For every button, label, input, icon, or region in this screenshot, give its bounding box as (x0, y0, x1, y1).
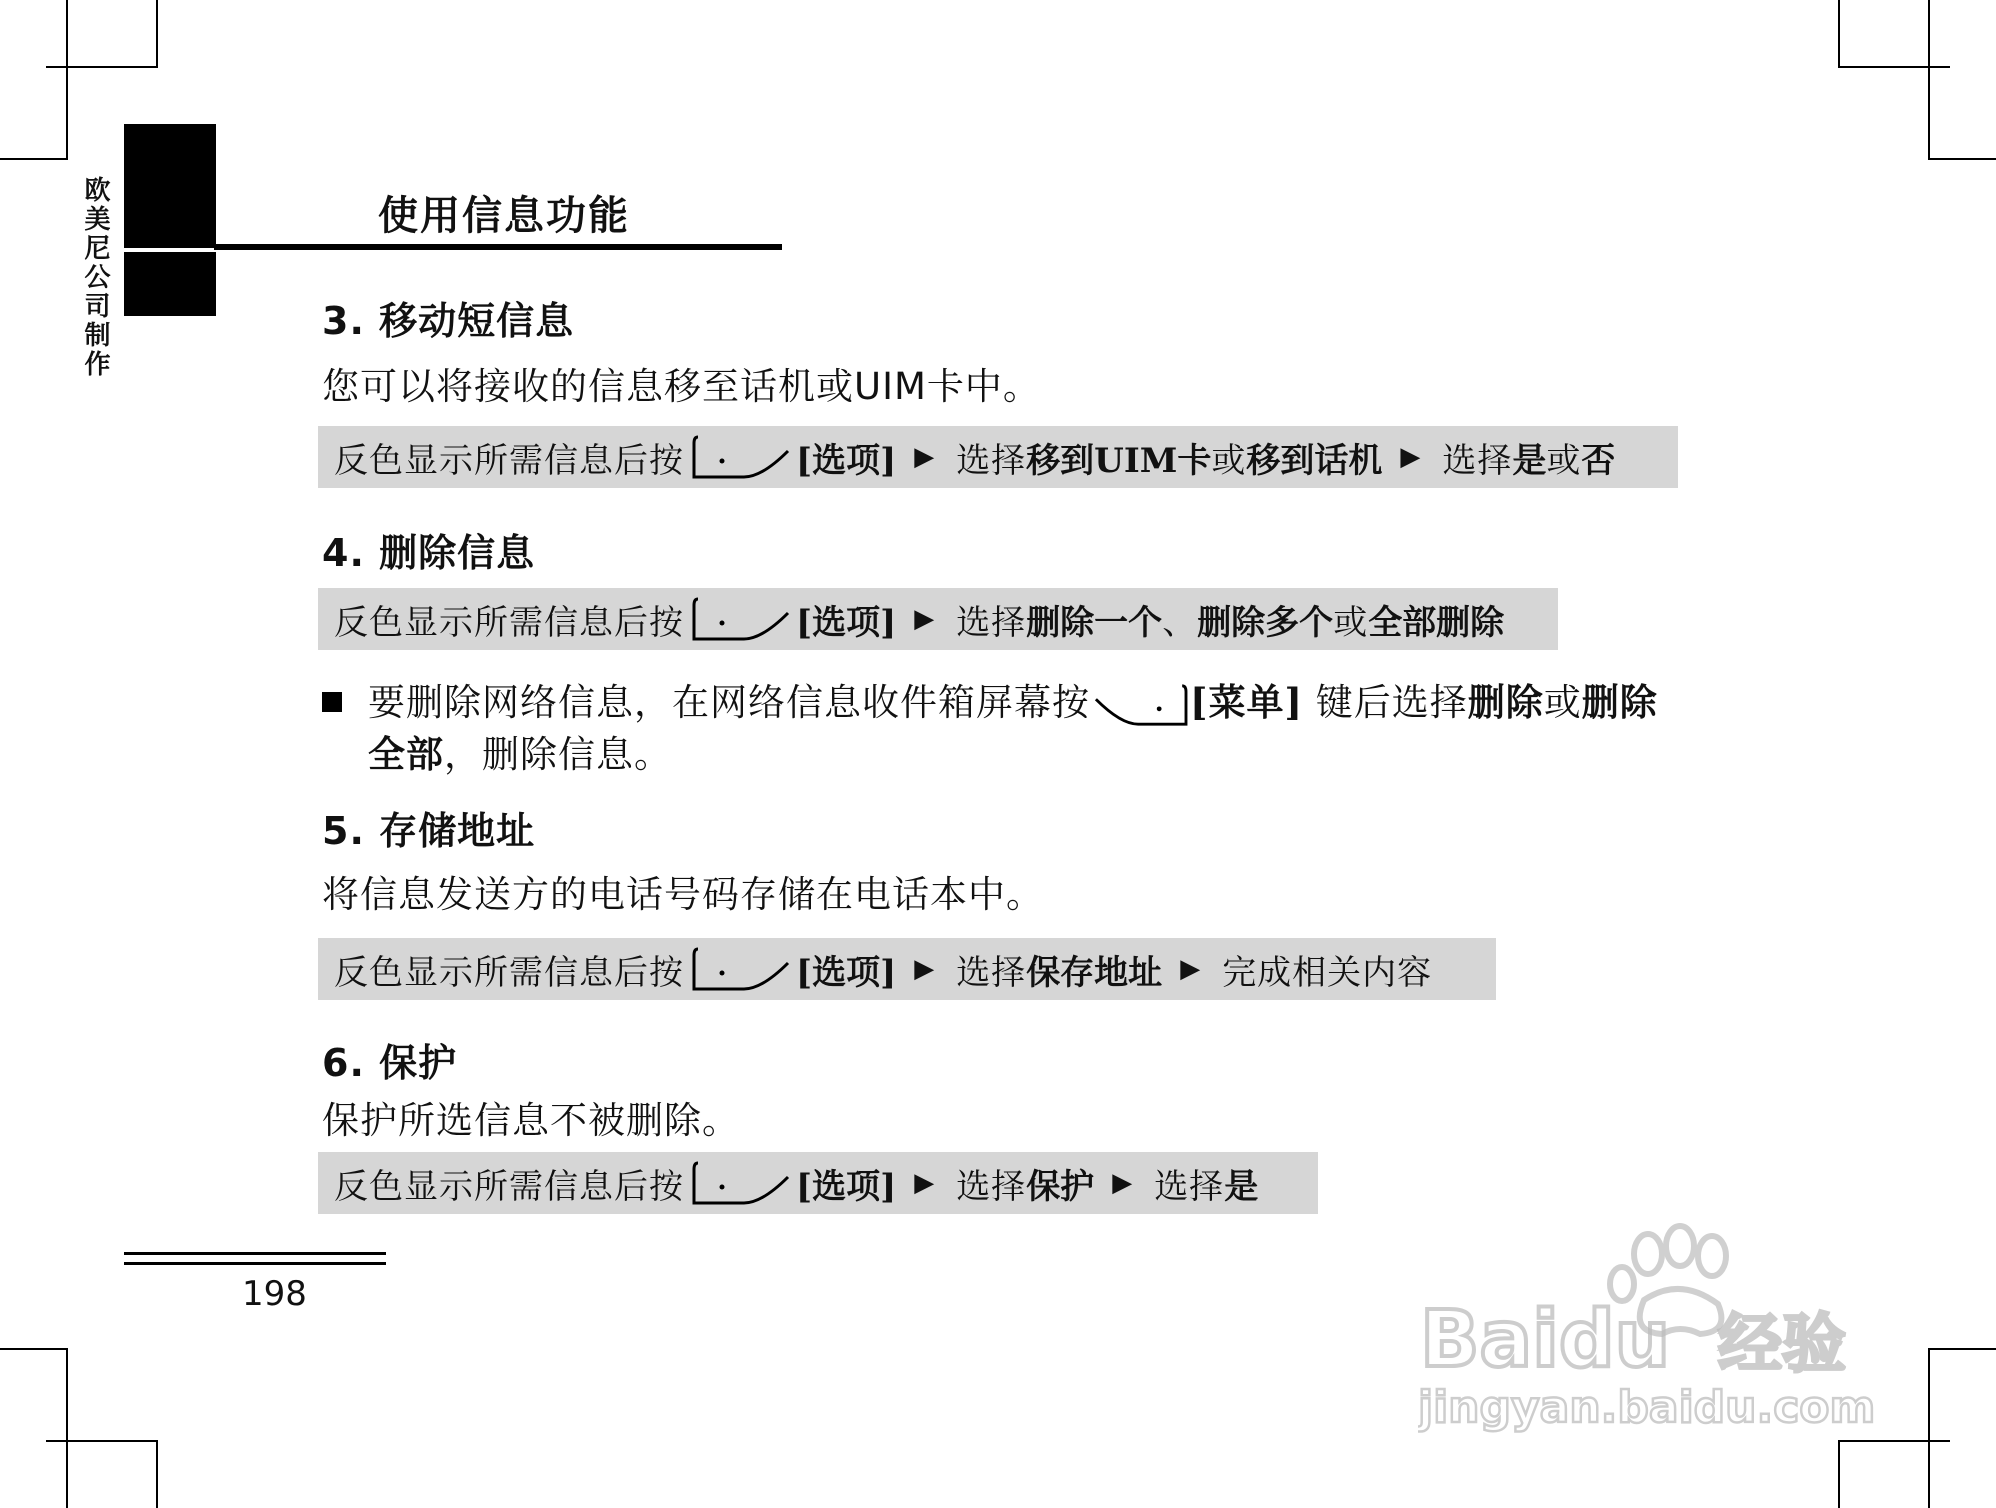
menu-option-delete-all-part2: 全部 (368, 732, 444, 776)
section-heading-save-address: 5. 存储地址 (322, 809, 536, 853)
procedure-step-text: 完成相关内容 (1222, 952, 1433, 993)
crop-mark (0, 1348, 68, 1350)
procedure-move (318, 426, 1678, 488)
menu-option-delete: 删除 (1467, 680, 1544, 724)
footer-rule (124, 1262, 386, 1265)
softkey-right-icon (692, 1159, 792, 1207)
procedure-prefix: 反色显示所需信息后按 (334, 440, 684, 481)
menu-option-no: 否 (1581, 440, 1616, 481)
options-key-label: [选项] (796, 602, 897, 643)
note-text: 或 (1543, 681, 1582, 724)
note-text: 键后选择 (1303, 681, 1468, 724)
crop-mark (1928, 0, 1930, 160)
crop-mark (0, 158, 68, 160)
menu-option-yes: 是 (1224, 1166, 1259, 1207)
crop-mark (66, 0, 68, 160)
menu-option-delete-multiple: 删除多个 (1197, 602, 1334, 643)
procedure-save-address (318, 938, 1496, 1000)
options-key-label: [选项] (796, 1166, 897, 1207)
procedure-step-text: 、 (1162, 602, 1198, 643)
procedure-protect (318, 1152, 1318, 1214)
options-key-label: [选项] (796, 952, 897, 993)
softkey-right-icon (692, 945, 792, 993)
note-text: ，删除信息。 (444, 733, 672, 776)
baidu-jingyan-watermark (1418, 1216, 1888, 1436)
arrow-right-icon: ▶ (914, 442, 935, 472)
watermark-url: jingyan.baidu.com (1418, 1382, 1876, 1433)
menu-option-save-address: 保存地址 (1026, 952, 1163, 993)
crop-mark (66, 1348, 68, 1508)
procedure-step-text: 选择 (1154, 1166, 1225, 1207)
arrow-right-icon: ▶ (1112, 1168, 1133, 1198)
crop-mark (1838, 1440, 1840, 1508)
menu-key-label: [菜单] (1190, 680, 1304, 724)
watermark-brand-cn: 经验 (1718, 1308, 1846, 1382)
procedure-step-text: 选择 (956, 440, 1027, 481)
procedure-prefix: 反色显示所需信息后按 (334, 1166, 684, 1207)
arrow-right-icon: ▶ (1180, 954, 1201, 984)
bullet-square-icon (322, 692, 342, 712)
menu-option-move-phone: 移到话机 (1246, 440, 1383, 481)
crop-mark (1838, 1440, 1950, 1442)
note-line (368, 728, 672, 781)
procedure-prefix: 反色显示所需信息后按 (334, 952, 684, 993)
section-description-move: 您可以将接收的信息移至话机或UIM卡中。 (322, 365, 1041, 408)
crop-mark (156, 0, 158, 68)
softkey-left-icon (1092, 682, 1188, 728)
section-heading-delete: 4. 删除信息 (322, 531, 536, 575)
section-description-save-address: 将信息发送方的电话号码存储在电话本中。 (322, 873, 1044, 916)
arrow-right-icon: ▶ (914, 954, 935, 984)
crop-mark (1838, 66, 1950, 68)
crop-mark (46, 66, 158, 68)
menu-option-yes: 是 (1512, 440, 1547, 481)
procedure-step-text: 选择 (956, 952, 1027, 993)
crop-mark (156, 1440, 158, 1508)
chapter-tab-lower (124, 252, 216, 316)
menu-option-protect: 保护 (1026, 1166, 1095, 1207)
section-description-protect: 保护所选信息不被删除。 (322, 1099, 740, 1142)
procedure-step-text: 或 (1333, 602, 1369, 643)
section-heading-protect: 6. 保护 (322, 1041, 458, 1085)
procedure-step-text: 选择 (956, 1166, 1027, 1207)
procedure-prefix: 反色显示所需信息后按 (334, 602, 684, 643)
softkey-right-icon (692, 595, 792, 643)
menu-option-delete-one: 删除一个 (1026, 602, 1163, 643)
section-heading-move: 3. 移动短信息 (322, 299, 575, 343)
menu-option-move-uim: 移到UIM卡 (1026, 440, 1212, 481)
procedure-step-text: 或 (1211, 440, 1247, 481)
arrow-right-icon: ▶ (914, 604, 935, 634)
procedure-step-text: 或 (1546, 440, 1582, 481)
title-rule (214, 244, 782, 250)
arrow-right-icon: ▶ (914, 1168, 935, 1198)
crop-mark (1928, 158, 1996, 160)
procedure-step-text: 选择 (1442, 440, 1513, 481)
footer-rule (124, 1252, 386, 1255)
options-key-label: [选项] (796, 440, 897, 481)
crop-mark (46, 1440, 158, 1442)
chapter-tab-upper (124, 124, 216, 248)
page-title: 使用信息功能 (378, 193, 630, 239)
softkey-right-icon (692, 433, 792, 481)
note-text: 要删除网络信息，在网络信息收件箱屏幕按 (368, 681, 1090, 724)
menu-option-delete-all: 全部删除 (1368, 602, 1505, 643)
crop-mark (1928, 1348, 1930, 1508)
procedure-step-text: 选择 (956, 602, 1027, 643)
procedure-delete (318, 588, 1558, 650)
crop-mark (1838, 0, 1840, 68)
side-vertical-label: 欧美尼公司制作 (80, 176, 110, 379)
watermark-brand: Baidu (1420, 1295, 1671, 1385)
arrow-right-icon: ▶ (1400, 442, 1421, 472)
page-number: 198 (242, 1274, 307, 1314)
menu-option-delete-all-part1: 删除 (1581, 680, 1658, 724)
crop-mark (1928, 1348, 1996, 1350)
note-line (368, 676, 1658, 729)
